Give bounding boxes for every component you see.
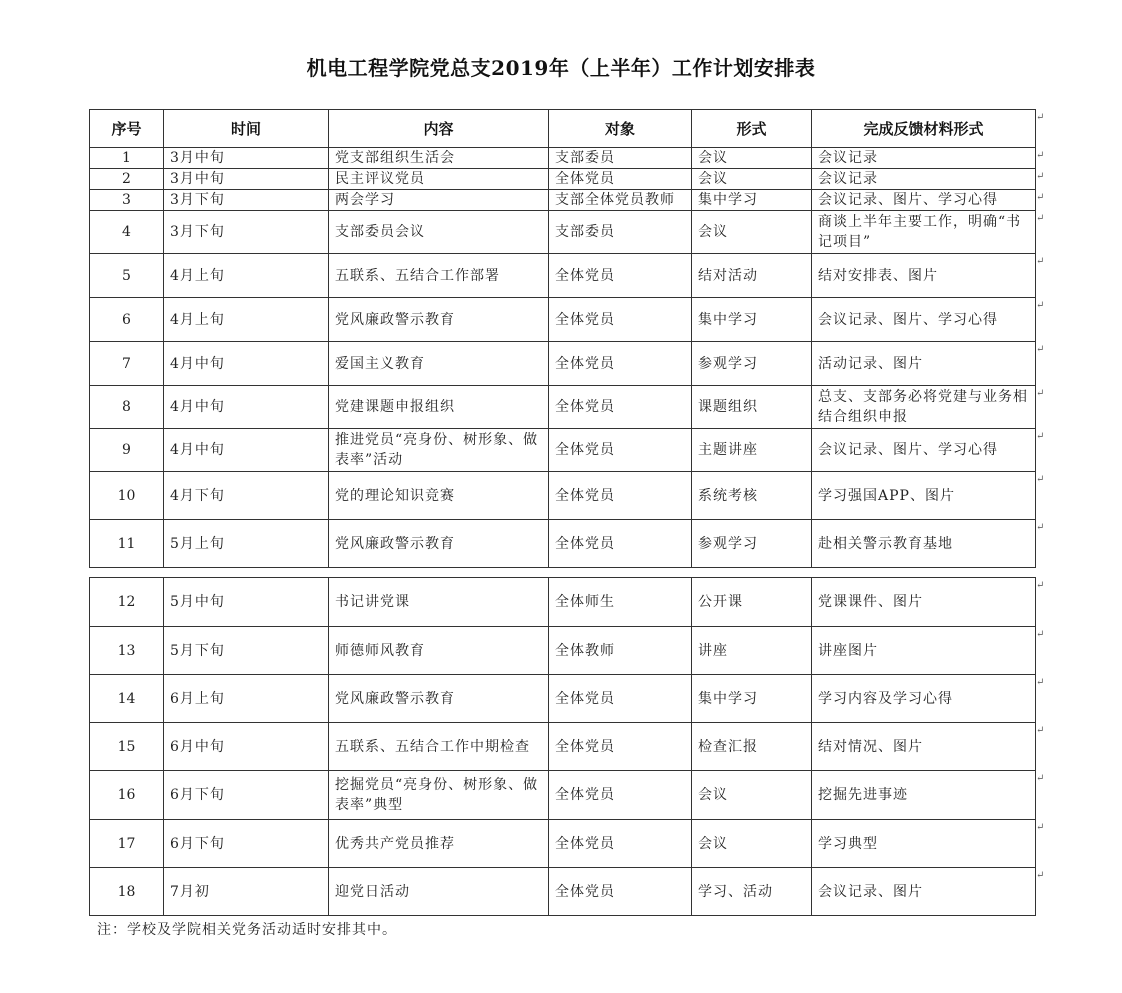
- cell-content: 党建课题申报组织: [329, 386, 549, 429]
- cell-index: 16: [90, 771, 164, 820]
- paragraph-mark: ↵: [1036, 677, 1045, 688]
- cell-feedback: 会议记录、图片、学习心得: [812, 190, 1036, 211]
- cell-time: 3月下旬: [164, 190, 329, 211]
- table-row: [90, 472, 1036, 520]
- cell-format: 集中学习: [692, 190, 812, 211]
- cell-time: 7月初: [164, 868, 329, 916]
- cell-content: 推进党员“亮身份、树形象、做表率”活动: [329, 429, 549, 472]
- paragraph-mark: ↵: [1036, 725, 1045, 736]
- header-feedback-material: 完成反馈材料形式: [812, 110, 1036, 148]
- paragraph-mark: ↵: [1036, 870, 1045, 881]
- header-format: 形式: [692, 110, 812, 148]
- cell-content: 两会学习: [329, 190, 549, 211]
- cell-time: 6月中旬: [164, 723, 329, 771]
- cell-index: 12: [90, 578, 164, 627]
- cell-feedback: 赴相关警示教育基地: [812, 520, 1036, 568]
- cell-audience: 全体教师: [549, 627, 692, 675]
- cell-format: 讲座: [692, 627, 812, 675]
- document-title: 机电工程学院党总支2019年（上半年）工作计划安排表: [306, 56, 816, 80]
- cell-audience: 全体党员: [549, 429, 692, 472]
- paragraph-mark: ↵: [1036, 192, 1045, 203]
- cell-audience: 全体党员: [549, 169, 692, 190]
- paragraph-mark: ↵: [1036, 388, 1045, 399]
- cell-time: 3月中旬: [164, 169, 329, 190]
- cell-time: 4月中旬: [164, 386, 329, 429]
- paragraph-mark: ↵: [1036, 344, 1045, 355]
- cell-audience: 全体党员: [549, 386, 692, 429]
- cell-feedback: 结对情况、图片: [812, 723, 1036, 771]
- cell-format: 参观学习: [692, 520, 812, 568]
- cell-feedback: 结对安排表、图片: [812, 254, 1036, 298]
- cell-content: 党的理论知识竞赛: [329, 472, 549, 520]
- cell-time: 5月下旬: [164, 627, 329, 675]
- cell-format: 课题组织: [692, 386, 812, 429]
- footnote: 注：学校及学院相关党务活动适时安排其中。: [97, 922, 397, 938]
- paragraph-mark: ↵: [1036, 300, 1045, 311]
- table-row: [90, 675, 1036, 723]
- cell-feedback: 总支、支部务必将党建与业务相结合组织申报: [812, 386, 1036, 429]
- paragraph-mark: ↵: [1036, 171, 1045, 182]
- cell-time: 6月上旬: [164, 675, 329, 723]
- cell-content: 党风廉政警示教育: [329, 298, 549, 342]
- cell-time: 5月中旬: [164, 578, 329, 627]
- cell-content: 支部委员会议: [329, 211, 549, 254]
- work-plan-table-part-1: [89, 109, 1036, 568]
- cell-content: 民主评议党员: [329, 169, 549, 190]
- cell-feedback: 活动记录、图片: [812, 342, 1036, 386]
- table-row: [90, 148, 1036, 169]
- paragraph-mark: ↵: [1036, 256, 1045, 267]
- cell-content: 挖掘党员“亮身份、树形象、做表率”典型: [329, 771, 549, 820]
- cell-index: 8: [90, 386, 164, 429]
- header-time: 时间: [164, 110, 329, 148]
- cell-format: 集中学习: [692, 675, 812, 723]
- cell-format: 学习、活动: [692, 868, 812, 916]
- cell-index: 7: [90, 342, 164, 386]
- table-row: [90, 820, 1036, 868]
- cell-feedback: 会议记录: [812, 148, 1036, 169]
- table-row: [90, 627, 1036, 675]
- cell-format: 会议: [692, 820, 812, 868]
- paragraph-mark: ↵: [1036, 150, 1045, 161]
- work-plan-table-part-2: [89, 577, 1036, 916]
- cell-time: 6月下旬: [164, 820, 329, 868]
- cell-audience: 全体师生: [549, 578, 692, 627]
- paragraph-mark: ↵: [1036, 629, 1045, 640]
- paragraph-mark: ↵: [1036, 580, 1045, 591]
- table-row: [90, 169, 1036, 190]
- cell-format: 检查汇报: [692, 723, 812, 771]
- cell-time: 3月中旬: [164, 148, 329, 169]
- cell-content: 优秀共产党员推荐: [329, 820, 549, 868]
- table-row: [90, 429, 1036, 472]
- table-row: [90, 298, 1036, 342]
- cell-format: 会议: [692, 148, 812, 169]
- cell-content: 爱国主义教育: [329, 342, 549, 386]
- paragraph-mark: ↵: [1036, 431, 1045, 442]
- paragraph-mark: ↵: [1036, 112, 1045, 123]
- cell-index: 2: [90, 169, 164, 190]
- cell-index: 13: [90, 627, 164, 675]
- cell-format: 会议: [692, 211, 812, 254]
- paragraph-mark: ↵: [1036, 822, 1045, 833]
- cell-audience: 支部委员: [549, 148, 692, 169]
- cell-audience: 全体党员: [549, 342, 692, 386]
- cell-audience: 全体党员: [549, 771, 692, 820]
- cell-audience: 全体党员: [549, 298, 692, 342]
- cell-audience: 支部委员: [549, 211, 692, 254]
- cell-feedback: 会议记录、图片: [812, 868, 1036, 916]
- cell-index: 1: [90, 148, 164, 169]
- cell-index: 15: [90, 723, 164, 771]
- table-header-row: [90, 110, 1036, 148]
- cell-content: 党风廉政警示教育: [329, 520, 549, 568]
- cell-time: 4月下旬: [164, 472, 329, 520]
- cell-index: 5: [90, 254, 164, 298]
- cell-format: 系统考核: [692, 472, 812, 520]
- cell-index: 17: [90, 820, 164, 868]
- table-row: [90, 342, 1036, 386]
- cell-format: 会议: [692, 771, 812, 820]
- cell-index: 14: [90, 675, 164, 723]
- cell-feedback: 学习典型: [812, 820, 1036, 868]
- cell-content: 师德师风教育: [329, 627, 549, 675]
- cell-audience: 全体党员: [549, 723, 692, 771]
- cell-index: 6: [90, 298, 164, 342]
- cell-time: 4月中旬: [164, 342, 329, 386]
- table-row: [90, 520, 1036, 568]
- cell-audience: 支部全体党员教师: [549, 190, 692, 211]
- cell-time: 5月上旬: [164, 520, 329, 568]
- header-content: 内容: [329, 110, 549, 148]
- cell-audience: 全体党员: [549, 520, 692, 568]
- paragraph-mark: ↵: [1036, 522, 1045, 533]
- table-row: [90, 211, 1036, 254]
- cell-feedback: 商谈上半年主要工作，明确“书记项目”: [812, 211, 1036, 254]
- cell-content: 党支部组织生活会: [329, 148, 549, 169]
- cell-feedback: 会议记录、图片、学习心得: [812, 298, 1036, 342]
- cell-content: 五联系、五结合工作中期检查: [329, 723, 549, 771]
- table-row: [90, 254, 1036, 298]
- header-audience: 对象: [549, 110, 692, 148]
- cell-time: 3月下旬: [164, 211, 329, 254]
- cell-time: 4月上旬: [164, 298, 329, 342]
- cell-feedback: 会议记录: [812, 169, 1036, 190]
- cell-time: 4月上旬: [164, 254, 329, 298]
- paragraph-mark: ↵: [1036, 474, 1045, 485]
- table-row: [90, 723, 1036, 771]
- cell-time: 6月下旬: [164, 771, 329, 820]
- cell-format: 集中学习: [692, 298, 812, 342]
- cell-format: 公开课: [692, 578, 812, 627]
- cell-index: 18: [90, 868, 164, 916]
- cell-format: 会议: [692, 169, 812, 190]
- paragraph-mark: ↵: [1036, 213, 1045, 224]
- cell-content: 书记讲党课: [329, 578, 549, 627]
- cell-audience: 全体党员: [549, 472, 692, 520]
- cell-content: 迎党日活动: [329, 868, 549, 916]
- table-row: [90, 578, 1036, 627]
- cell-feedback: 会议记录、图片、学习心得: [812, 429, 1036, 472]
- cell-audience: 全体党员: [549, 868, 692, 916]
- cell-content: 党风廉政警示教育: [329, 675, 549, 723]
- table-row: [90, 190, 1036, 211]
- cell-index: 9: [90, 429, 164, 472]
- cell-feedback: 学习内容及学习心得: [812, 675, 1036, 723]
- paragraph-mark: ↵: [1036, 773, 1045, 784]
- cell-index: 11: [90, 520, 164, 568]
- cell-index: 3: [90, 190, 164, 211]
- cell-feedback: 党课课件、图片: [812, 578, 1036, 627]
- table-row: [90, 771, 1036, 820]
- table-row: [90, 386, 1036, 429]
- cell-content: 五联系、五结合工作部署: [329, 254, 549, 298]
- cell-feedback: 学习强国APP、图片: [812, 472, 1036, 520]
- cell-format: 主题讲座: [692, 429, 812, 472]
- cell-feedback: 讲座图片: [812, 627, 1036, 675]
- table-row: [90, 868, 1036, 916]
- cell-feedback: 挖掘先进事迹: [812, 771, 1036, 820]
- cell-time: 4月中旬: [164, 429, 329, 472]
- cell-format: 参观学习: [692, 342, 812, 386]
- cell-audience: 全体党员: [549, 820, 692, 868]
- cell-index: 4: [90, 211, 164, 254]
- cell-index: 10: [90, 472, 164, 520]
- header-index: 序号: [90, 110, 164, 148]
- cell-format: 结对活动: [692, 254, 812, 298]
- cell-audience: 全体党员: [549, 675, 692, 723]
- cell-audience: 全体党员: [549, 254, 692, 298]
